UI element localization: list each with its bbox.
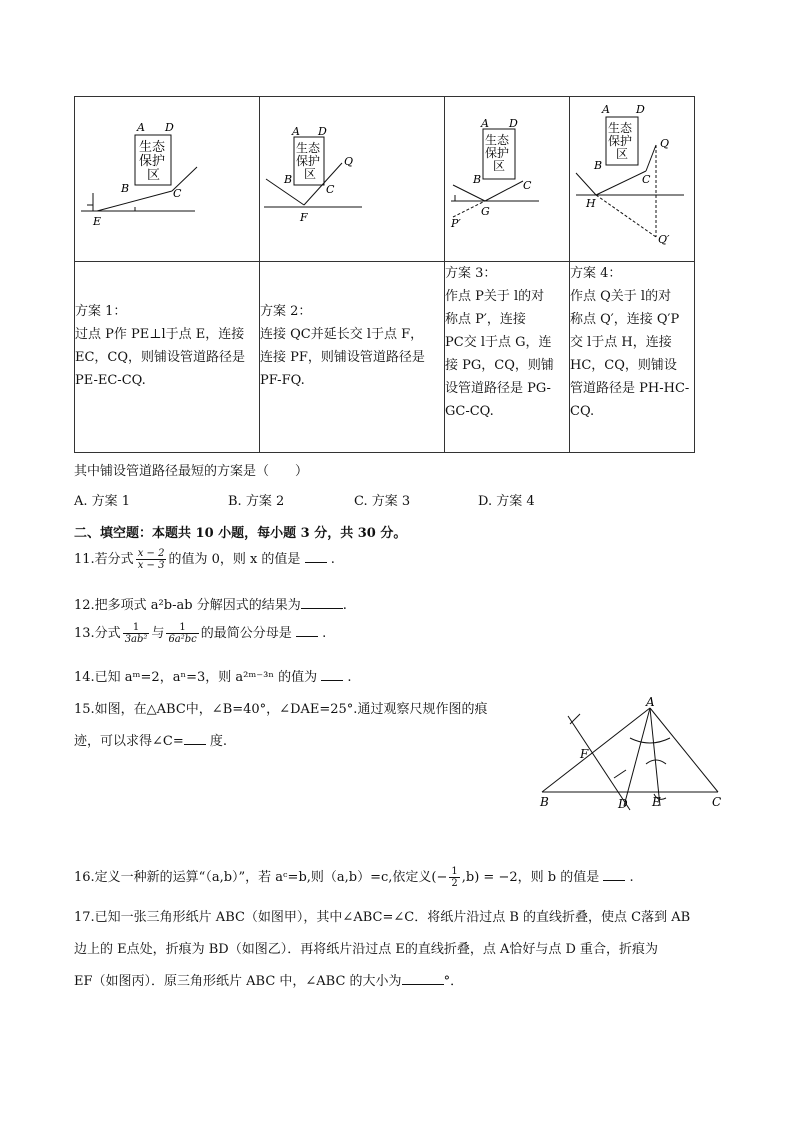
question-12: 12.把多项式 a²b-ab 分解因式的结果为 . — [74, 598, 347, 613]
svg-text:H: H — [586, 197, 596, 210]
svg-text:F: F — [300, 211, 308, 224]
svg-text:C: C — [523, 179, 532, 192]
question-15-line-2: 迹，可以求得∠C= 度. — [74, 734, 228, 749]
q10-option-b[interactable]: B. 方案 2 — [228, 494, 285, 509]
svg-text:区: 区 — [493, 159, 506, 173]
svg-text:B: B — [594, 159, 603, 172]
svg-text:D: D — [509, 117, 518, 130]
svg-text:B: B — [540, 795, 549, 809]
svg-text:保护: 保护 — [296, 154, 321, 168]
question-17-line-1: 17.已知一张三角形纸片 ABC（如图甲），其中∠ABC=∠C．将纸片沿过点 B 的直线折叠，使点 C落到 AB — [74, 910, 691, 925]
figure-scheme-4 — [570, 97, 695, 262]
scheme-4-diagram — [570, 97, 694, 257]
svg-text:F: F — [580, 747, 589, 761]
svg-text:C: C — [173, 187, 182, 200]
svg-text:生态: 生态 — [485, 133, 510, 147]
svg-text:A: A — [137, 121, 145, 134]
question-11: 11.若分式 $\frac{x - 2}{x - 3}$ 的值为 0，则 x 的值是 . — [74, 548, 335, 571]
q10-option-d[interactable]: D. 方案 4 — [478, 494, 535, 509]
q13-answer-blank[interactable] — [296, 624, 318, 637]
question-15-line-1: 15.如图，在△ABC中，∠B=40°，∠DAE=25°.通过观察尺规作图的痕 — [74, 702, 488, 717]
q10-option-a[interactable]: A. 方案 1 — [74, 494, 131, 509]
svg-text:D: D — [165, 121, 174, 134]
scheme-1-diagram — [75, 97, 259, 257]
svg-text:A: A — [646, 695, 655, 709]
figure-scheme-3 — [445, 97, 570, 262]
section-2-title: 二、填空题：本题共 10 小题，每小题 3 分，共 30 分。 — [74, 526, 407, 541]
scheme-3-text: 方案 3： 作点 P关于 l的对 称点 P′，连接 PC交 l于点 G，连 接 PG，CQ，则铺 设管道路径是 PG- GC-CQ. — [445, 262, 570, 453]
svg-text:保护: 保护 — [485, 146, 510, 160]
q14-answer-blank[interactable] — [321, 668, 343, 681]
q17-answer-blank[interactable] — [402, 972, 444, 985]
q15-triangle-figure — [530, 694, 730, 818]
svg-text:B: B — [284, 173, 293, 186]
scheme-2-text: 方案 2： 连接 QC并延长交 l于点 F， 连接 PF，则铺设管道路径是 PF-FQ. — [260, 262, 445, 453]
q11-fraction: $\frac{x - 2}{x - 3}$ — [137, 548, 165, 571]
schemes-table — [74, 96, 695, 453]
svg-text:D: D — [618, 797, 628, 811]
svg-text:G: G — [481, 205, 490, 218]
question-17-line-2: 边上的 E点处，折痕为 BD（如图乙）．再将纸片沿过点 E的直线折叠，点 A恰好与点 D 重合，折痕为 — [74, 942, 659, 957]
figure-scheme-2 — [260, 97, 445, 262]
svg-text:保护: 保护 — [139, 154, 166, 169]
zone-text: 生态 — [139, 140, 166, 155]
question-14: 14.已知 aᵐ=2，aⁿ=3，则 a²ᵐ⁻³ⁿ 的值为 . — [74, 670, 352, 685]
svg-text:E: E — [652, 795, 661, 809]
svg-text:A: A — [292, 125, 300, 138]
scheme-2-diagram — [260, 97, 444, 257]
svg-text:C: C — [712, 795, 722, 809]
question-17-line-3: EF（如图丙）．原三角形纸片 ABC 中，∠ABC 的大小为 °． — [74, 974, 464, 989]
q10-option-c[interactable]: C. 方案 3 — [354, 494, 411, 509]
figure-scheme-1 — [75, 97, 260, 262]
svg-text:C: C — [642, 173, 651, 186]
question-16: 16.定义一种新的运算“（a,b）”，若 aᶜ=b,则（a,b）=c,依定义(− $\frac{1}{2}$ ,b) = −2，则 b 的值是 . — [74, 866, 634, 889]
svg-text:P′: P′ — [451, 217, 461, 230]
svg-text:A: A — [481, 117, 489, 130]
scheme-3-diagram — [445, 97, 569, 257]
svg-text:生态: 生态 — [296, 141, 321, 155]
svg-text:B: B — [121, 182, 130, 195]
question-13: 13.分式 $\frac{1}{\text{3ab²}}$ 与 $\frac{1}{\text{6a²bc}}$ 的最简公分母是 . — [74, 622, 327, 645]
svg-text:D: D — [318, 125, 327, 138]
svg-text:区: 区 — [616, 147, 629, 161]
scheme-1-text: 方案 1： 过点 P作 PE⊥l于点 E，连接 EC，CQ，则铺设管道路径是 PE-EC-CQ. — [75, 262, 260, 453]
svg-text:Q′: Q′ — [658, 233, 670, 246]
q12-answer-blank[interactable] — [301, 596, 343, 609]
svg-text:区: 区 — [147, 168, 161, 183]
q11-answer-blank[interactable] — [305, 550, 327, 563]
svg-text:Q: Q — [344, 155, 354, 168]
svg-text:A: A — [602, 103, 610, 116]
q16-answer-blank[interactable] — [603, 868, 625, 881]
svg-text:Q: Q — [660, 137, 670, 150]
svg-text:保护: 保护 — [608, 134, 633, 148]
svg-text:E: E — [93, 215, 102, 228]
q10-stem: 其中铺设管道路径最短的方案是（ ） — [74, 464, 309, 479]
svg-text:区: 区 — [304, 167, 317, 181]
svg-text:C: C — [326, 183, 335, 196]
svg-text:生态: 生态 — [608, 121, 633, 135]
q15-answer-blank[interactable] — [184, 732, 206, 745]
svg-text:B: B — [473, 173, 482, 186]
scheme-4-text: 方案 4： 作点 Q关于 l的对 称点 Q′，连接 Q′P 交 l于点 H，连接 HC，CQ，则铺设 管道路径是 PH-HC- CQ. — [570, 262, 695, 453]
svg-text:D: D — [636, 103, 645, 116]
